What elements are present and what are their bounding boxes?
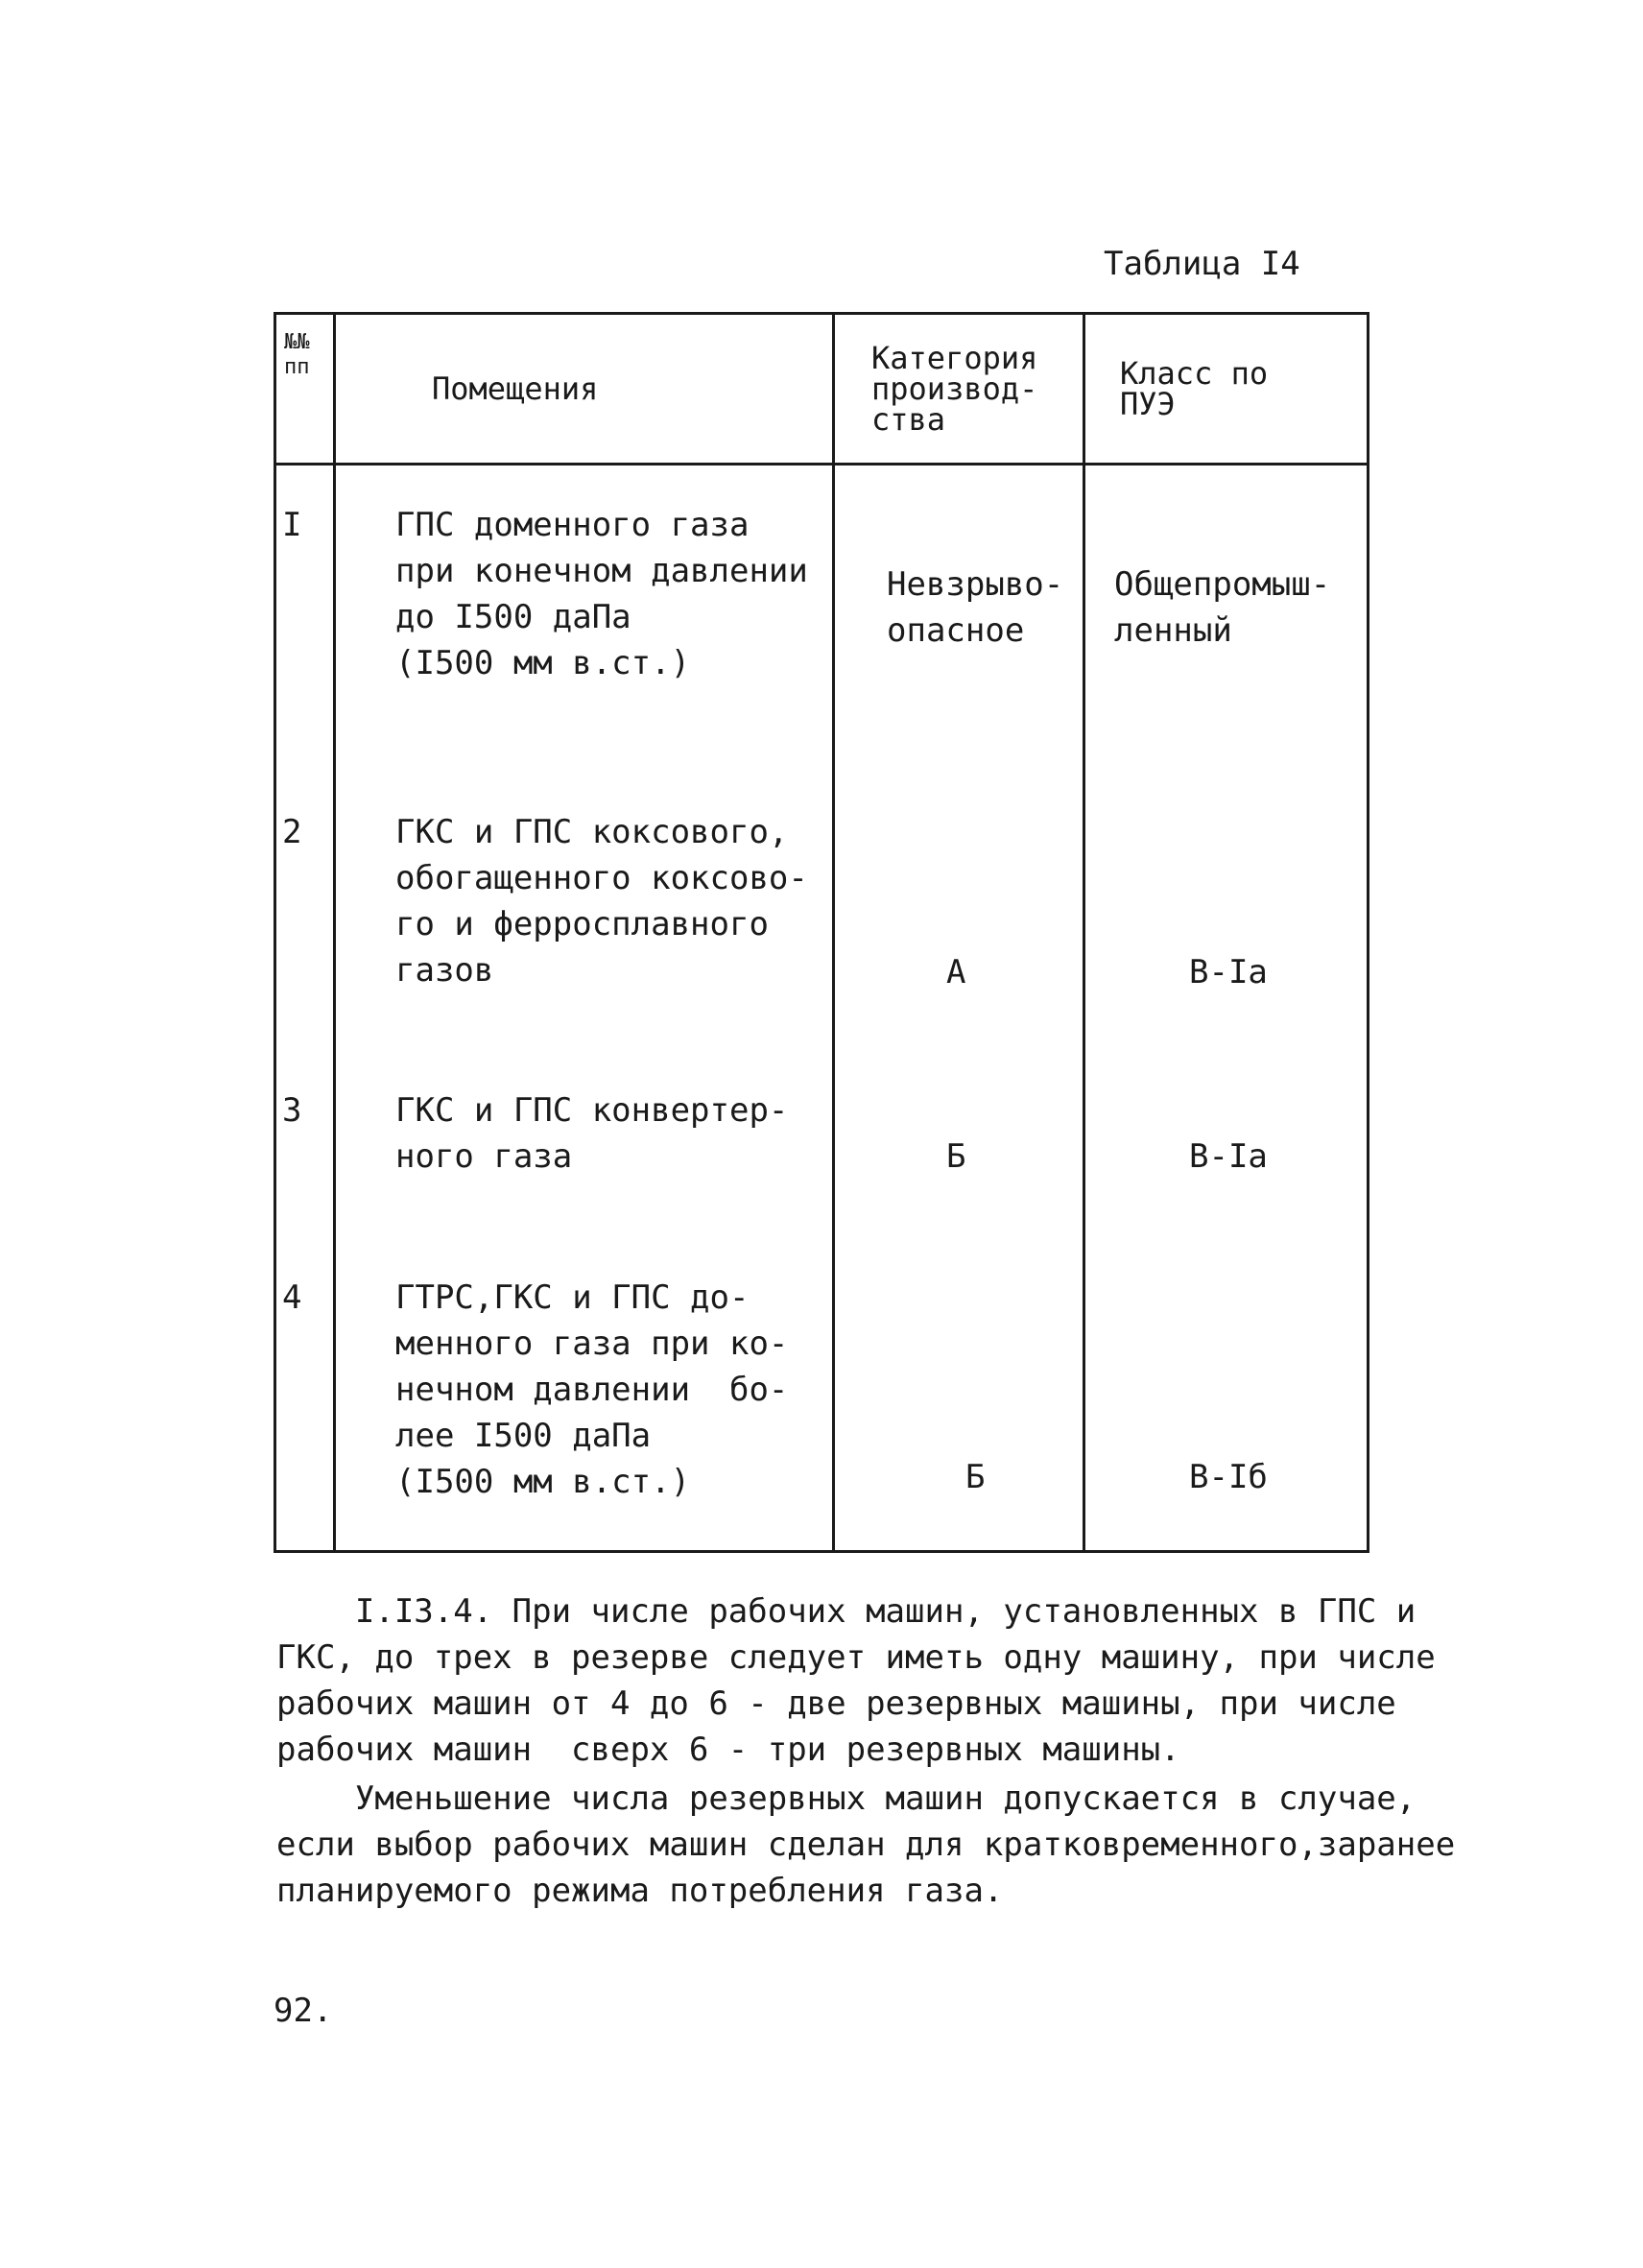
row-1-category: Невзрыво- опасное (887, 565, 1064, 650)
table-row (275, 465, 1369, 1552)
premises-table (274, 312, 1369, 1553)
num-column (275, 465, 335, 1552)
header-class: Класс по ПУЭ (1084, 314, 1369, 465)
row-4-category: Б (965, 1458, 986, 1496)
row-1-class: Общепромыш- ленный (1114, 565, 1331, 650)
row-3-num: 3 (282, 1091, 302, 1130)
row-1-room: ГПС доменного газа при конечном давлении до I500 даПа (I500 мм в.ст.) (395, 506, 808, 682)
row-3-category: Б (946, 1137, 966, 1176)
room-column (335, 465, 834, 1552)
header-category: Категория производ- ства (834, 314, 1084, 465)
row-4-room: ГТРС,ГКС и ГПС до- менного газа при ко- нечном давлении бо- лее I500 даПа (I500 мм в.ст.) (395, 1278, 789, 1501)
category-column (834, 465, 1084, 1552)
row-1-num: I (282, 506, 302, 544)
row-2-class: В-Iа (1189, 953, 1268, 991)
table-header-row (275, 314, 1369, 465)
row-2-category: А (946, 953, 966, 991)
row-3-room: ГКС и ГПС конвертер- ного газа (395, 1091, 789, 1176)
row-3-class: В-Iа (1189, 1137, 1268, 1176)
header-num: №№ пп (275, 314, 335, 465)
paragraph-2: Уменьшение числа резервных машин допускается в случае, если выбор рабочих машин сделан для кратковременного,заранее планируемого режима потребления газа. (276, 1779, 1456, 1910)
page-number: 92. (274, 1992, 333, 2030)
header-room: Помещения (335, 314, 834, 465)
row-4-num: 4 (282, 1278, 302, 1317)
row-4-class: В-Iб (1189, 1458, 1268, 1496)
row-2-num: 2 (282, 813, 302, 851)
paragraph-1: I.I3.4. При числе рабочих машин, установленных в ГПС и ГКС, до трех в резерве следует иметь одну машину, при числе рабочих машин от 4 до 6 - две резервных машины, при числе рабочих машин сверх 6 - три резервных машины. (276, 1592, 1436, 1769)
class-column (1084, 465, 1369, 1552)
table-caption: Таблица I4 (1104, 245, 1300, 283)
row-2-room: ГКС и ГПС коксового, обогащенного коксово- го и ферросплавного газов (395, 813, 808, 990)
